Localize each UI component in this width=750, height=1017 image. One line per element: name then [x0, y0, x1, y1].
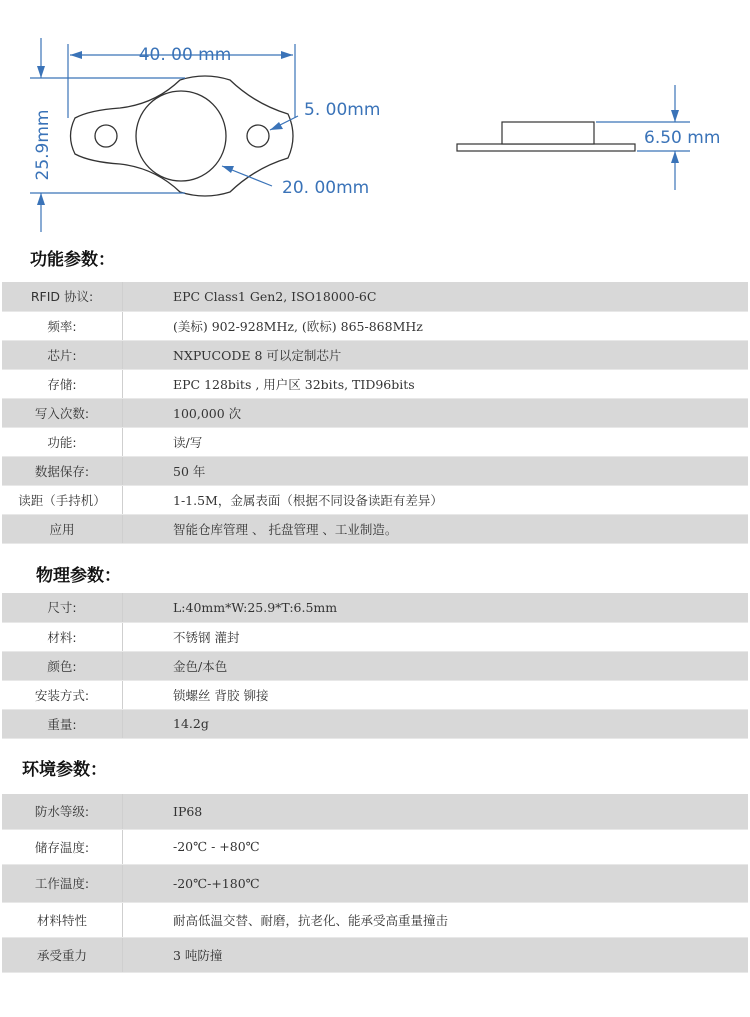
spec-value: 锁螺丝 背胶 铆接	[123, 680, 749, 709]
table-row	[2, 680, 748, 709]
spec-value: EPC 128bits , 用户区 32bits, TID96bits	[123, 369, 749, 398]
side-view-base	[457, 144, 635, 151]
section-title-physical: 物理参数：	[36, 566, 121, 586]
spec-value: EPC Class1 Gen2, ISO18000-6C	[123, 282, 749, 311]
table-row	[2, 514, 748, 543]
spec-value: 14.2g	[123, 709, 749, 738]
table-row	[2, 340, 748, 369]
height-label: 25.9mm	[33, 109, 53, 181]
function-spec-table	[2, 282, 748, 544]
spec-value: 3 吨防撞	[123, 937, 749, 972]
spec-label: 存储:	[2, 369, 123, 398]
spec-label: 防水等级:	[2, 794, 123, 829]
table-row	[2, 427, 748, 456]
table-row	[2, 864, 748, 902]
spec-label: 颜色:	[2, 651, 123, 680]
table-row	[2, 311, 748, 340]
left-hole	[95, 125, 117, 147]
spec-value: 耐高低温交替、耐磨，抗老化、能承受高重量撞击	[123, 902, 749, 937]
center-hole	[136, 91, 226, 181]
table-row	[2, 456, 748, 485]
spec-label: 承受重力	[2, 937, 123, 972]
section-title-environment: 环境参数：	[22, 760, 107, 780]
thickness-label: 6.50 mm	[644, 128, 721, 148]
side-view-body	[502, 122, 594, 144]
environment-spec-table	[2, 794, 748, 973]
spec-label: RFID 协议:	[2, 282, 123, 311]
table-row	[2, 282, 748, 311]
spec-value: -20℃ - +80℃	[123, 829, 749, 864]
table-row	[2, 709, 748, 738]
spec-value: 金色/本色	[123, 651, 749, 680]
spec-label: 功能:	[2, 427, 123, 456]
table-row	[2, 937, 748, 972]
spec-value: IP68	[123, 794, 749, 829]
table-row	[2, 593, 748, 622]
physical-spec-table	[2, 593, 748, 739]
table-row	[2, 398, 748, 427]
section-title-function: 功能参数：	[30, 250, 115, 270]
spec-label: 频率:	[2, 311, 123, 340]
spec-label: 重量:	[2, 709, 123, 738]
spec-value: L:40mm*W:25.9*T:6.5mm	[123, 593, 749, 622]
spec-label: 工作温度:	[2, 864, 123, 902]
table-row	[2, 651, 748, 680]
spec-value: -20℃-+180℃	[123, 864, 749, 902]
spec-value: 不锈钢 灌封	[123, 622, 749, 651]
table-row	[2, 902, 748, 937]
spec-value: 读/写	[123, 427, 749, 456]
spec-value: 智能仓库管理 、 托盘管理 、工业制造。	[123, 514, 749, 543]
spec-label: 芯片:	[2, 340, 123, 369]
spec-value: NXPUCODE 8 可以定制芯片	[123, 340, 749, 369]
right-hole	[247, 125, 269, 147]
spec-label: 写入次数:	[2, 398, 123, 427]
spec-label: 材料特性	[2, 902, 123, 937]
spec-value: 100,000 次	[123, 398, 749, 427]
table-row	[2, 485, 748, 514]
spec-label: 数据保存:	[2, 456, 123, 485]
spec-label: 储存温度:	[2, 829, 123, 864]
hole-label: 5. 00mm	[304, 100, 381, 120]
spec-label: 材料:	[2, 622, 123, 651]
dimension-drawing	[0, 0, 750, 240]
spec-value: 50 年	[123, 456, 749, 485]
spec-label: 读距（手持机）	[2, 485, 123, 514]
table-row	[2, 622, 748, 651]
spec-value: (美标) 902-928MHz, (欧标) 865-868MHz	[123, 311, 749, 340]
table-row	[2, 369, 748, 398]
width-label: 40. 00 mm	[138, 45, 232, 65]
table-row	[2, 829, 748, 864]
spec-value: 1-1.5M，金属表面（根据不同设备读距有差异）	[123, 485, 749, 514]
spec-label: 应用	[2, 514, 123, 543]
center-label: 20. 00mm	[282, 178, 370, 198]
spec-label: 安装方式:	[2, 680, 123, 709]
table-row	[2, 794, 748, 829]
spec-label: 尺寸:	[2, 593, 123, 622]
